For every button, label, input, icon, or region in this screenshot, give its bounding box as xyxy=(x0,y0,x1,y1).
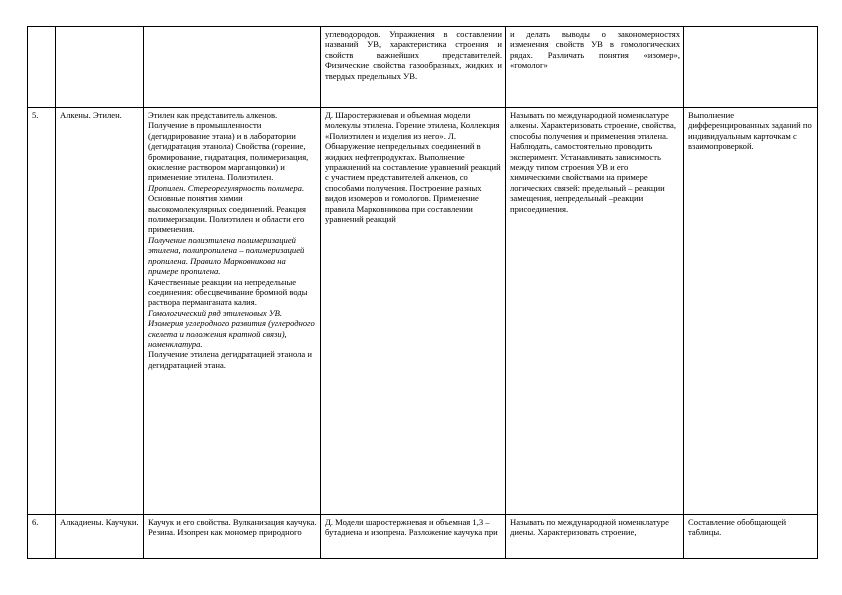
cell-topic: Алкены. Этилен. xyxy=(56,108,144,515)
cell-number: 6. xyxy=(28,515,56,559)
cell-activities: углеводородов. Упражнения в составлении названий УВ, характеристика строения и свойств важнейших представителей. Физические свойства газообразных, жидких и твердых предельных УВ. xyxy=(321,27,506,108)
cell-content: Каучук и его свойства. Вулканизация каучука. Резина. Изопрен как мономер природного xyxy=(144,515,321,559)
content-paragraph: Основные понятия химии высокомолекулярных соединений. Реакция полимеризации. Полиэтилен и области его применения. xyxy=(148,193,306,235)
table-row xyxy=(28,27,818,108)
cell-activities: Д. Шаростержневая и объемная модели молекулы этилена. Горение этилена, Коллекция «Полиэтилен и изделия из него». Л. Обнаружение непредельных соединений в жидких нефтепродуктах. Выполнение упражнений на составление уравнений реакций с участием представителей алкенов, со способами получения. Построение разных видов изомеров и гомологов. Применение правила Марковникова при составлении уравнений реакций xyxy=(321,108,506,515)
cell-activities: Д. Модели шаростержневая и объемная 1,3 – бутадиена и изопрена. Разложение каучука при xyxy=(321,515,506,559)
content-paragraph: Гомологический ряд этиленовых УВ. Изомерия углеродного развития (углеродного скелета и положения кратной связи), номенклатура. xyxy=(148,307,315,349)
cell-content xyxy=(144,108,321,515)
content-paragraph: Качественные реакции на непредельные соединения: обесцвечивание бромной воды раствора перманганата калия. xyxy=(148,276,308,308)
content-paragraph: Этилен как представитель алкенов. Получение в промышленности (дегидрирование этана) и в лаборатории (дегидратация этанола) Свойства (горение, бромирование, гидратация, полимеризация, окисление раствором марганцовки) и применение этилена. Полиэтилен. xyxy=(148,110,309,183)
content-paragraph: Получение этилена дегидратацией этанола и дегидратацией этана. xyxy=(148,349,312,370)
table-row xyxy=(28,515,818,559)
cell-control xyxy=(684,27,818,108)
lesson-plan-table xyxy=(27,26,818,559)
content-paragraph: Пропилен. Стереорегулярность полимера. xyxy=(148,182,305,193)
cell-control: Составление обобщающей таблицы. xyxy=(684,515,818,559)
table-row xyxy=(28,108,818,515)
cell-outcomes: Называть по международной номенклатуре диены. Характеризовать строение, xyxy=(506,515,684,559)
cell-content xyxy=(144,27,321,108)
cell-topic xyxy=(56,27,144,108)
cell-number xyxy=(28,27,56,108)
cell-outcomes: Называть по международной номенклатуре алкены. Характеризовать строение, свойства, способы получения и применения этилена. Наблюдать, самостоятельно проводить эксперимент. Устанавливать зависимость между типом строения УВ и его химическими свойствами на примере логических связей: предельный – реакции замещения, непредельный –реакции присоединения. xyxy=(506,108,684,515)
cell-number: 5. xyxy=(28,108,56,515)
cell-control: Выполнение дифференцированных заданий по индивидуальным карточкам с взаимопроверкой. xyxy=(684,108,818,515)
cell-outcomes: и делать выводы о закономерностях изменения свойств УВ в гомологических рядах. Различать понятия «изомер», «гомолог» xyxy=(506,27,684,108)
cell-topic: Алкадиены. Каучуки. xyxy=(56,515,144,559)
content-paragraph: Получение полиэтилена полимеризацией этилена, полипропилена – полимеризацией пропилена. Правило Марковникова на примере пропилена. xyxy=(148,234,305,277)
